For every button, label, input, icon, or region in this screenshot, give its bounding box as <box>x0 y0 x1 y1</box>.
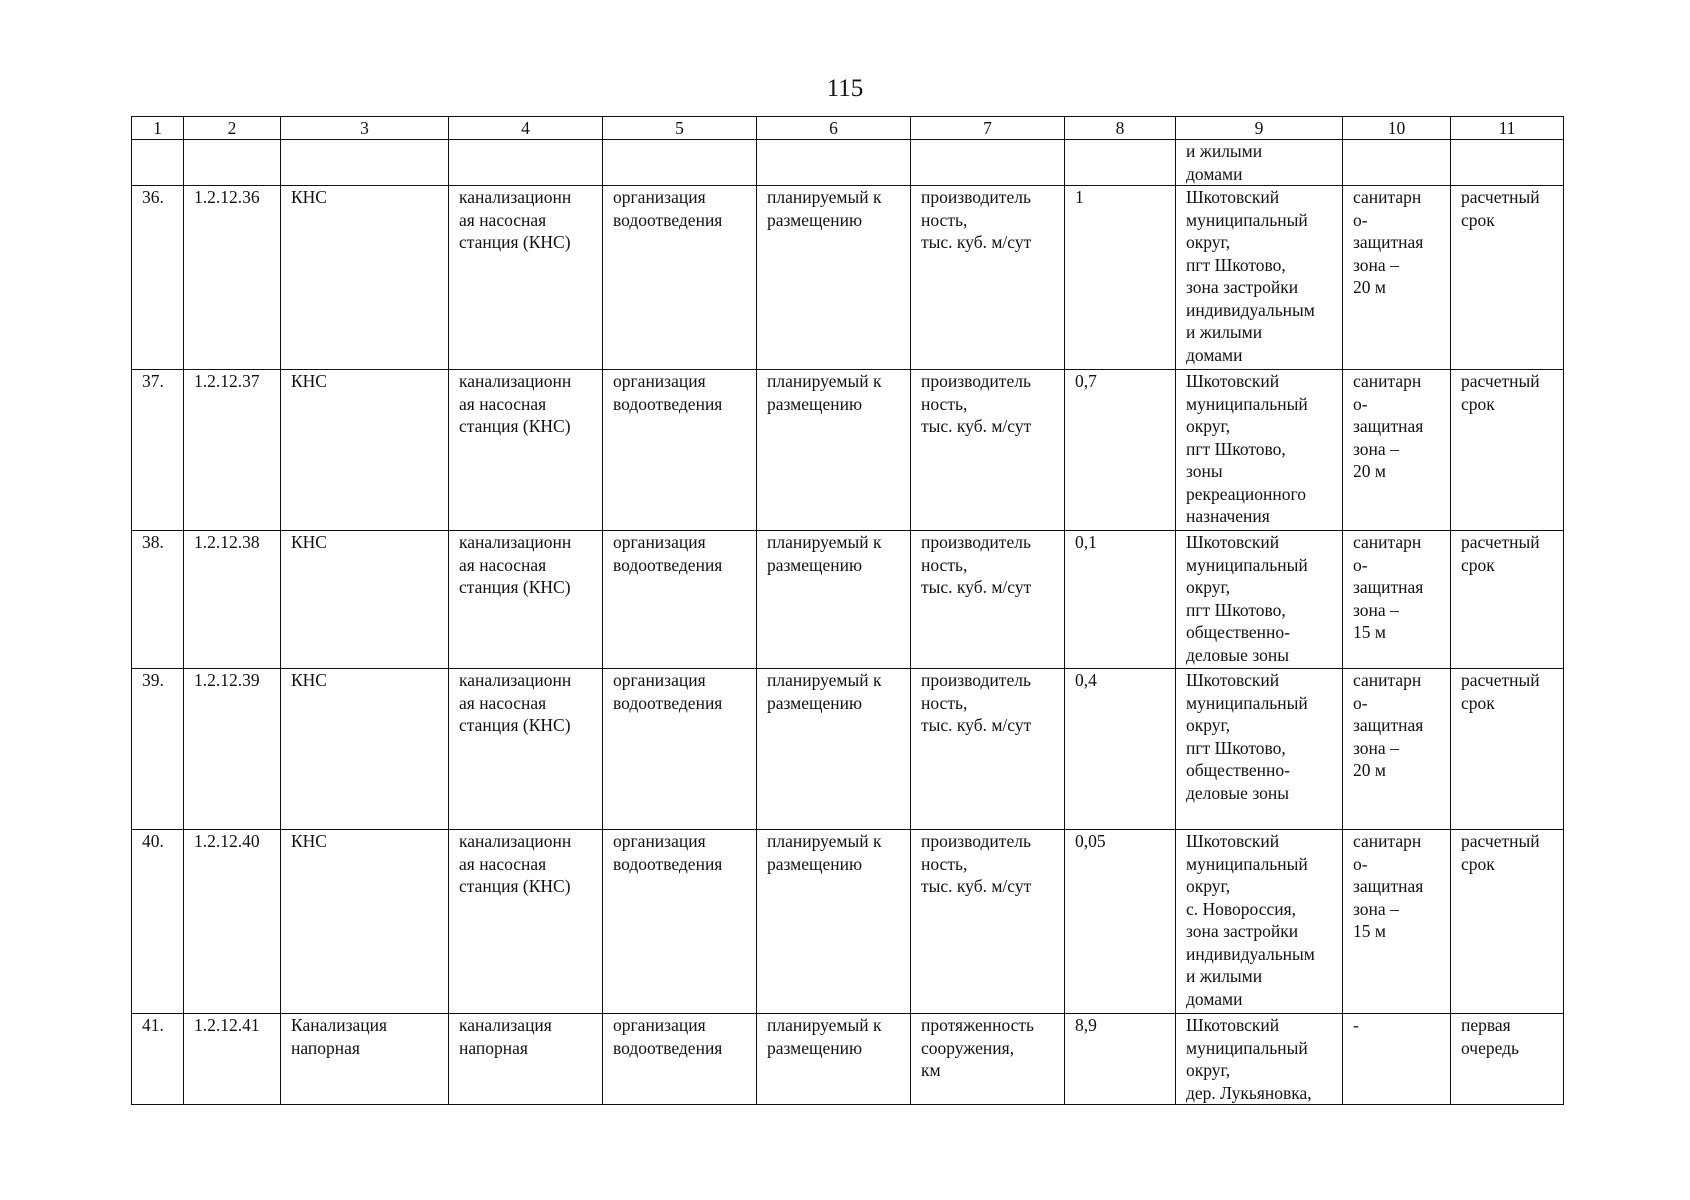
object-type: канализационн ая насосная станция (КНС) <box>449 370 603 531</box>
object-status: планируемый к размещению <box>757 1014 911 1105</box>
object-name: КНС <box>281 531 449 669</box>
location-cell: Шкотовский муниципальный округ, пгт Шкотово, общественно- деловые зоны <box>1176 531 1343 669</box>
column-number: 5 <box>603 117 757 140</box>
location-cell: Шкотовский муниципальный округ, пгт Шкотово, зоны рекреационного назначения <box>1176 370 1343 531</box>
location-cell: Шкотовский муниципальный округ, пгт Шкотово, общественно- деловые зоны <box>1176 669 1343 830</box>
object-code: 1.2.12.40 <box>184 830 281 1014</box>
location-cell: Шкотовский муниципальный округ, с. Новороссия, зона застройки индивидуальным и жилыми домами <box>1176 830 1343 1014</box>
location-cell: Шкотовский муниципальный округ, пгт Шкотово, зона застройки индивидуальным и жилыми домами <box>1176 186 1343 370</box>
characteristic-value: 1 <box>1065 186 1176 370</box>
column-number: 9 <box>1176 117 1343 140</box>
column-number: 8 <box>1065 117 1176 140</box>
term-cell: расчетный срок <box>1451 531 1564 669</box>
characteristic-name: производитель ность, тыс. куб. м/сут <box>911 531 1065 669</box>
row-number: 41. <box>132 1014 184 1105</box>
table-row <box>132 830 1564 1014</box>
object-purpose: организация водоотведения <box>603 370 757 531</box>
document-table <box>131 116 1564 1105</box>
zone-cell: - <box>1343 1014 1451 1105</box>
table-cell <box>1343 140 1451 186</box>
table-row-continuation <box>132 140 1564 186</box>
column-number: 6 <box>757 117 911 140</box>
term-cell: первая очередь <box>1451 1014 1564 1105</box>
column-number: 1 <box>132 117 184 140</box>
characteristic-name: производитель ность, тыс. куб. м/сут <box>911 370 1065 531</box>
zone-cell: санитарн о- защитная зона – 20 м <box>1343 669 1451 830</box>
object-type: канализационн ая насосная станция (КНС) <box>449 531 603 669</box>
table-row <box>132 669 1564 830</box>
column-number: 3 <box>281 117 449 140</box>
table-cell <box>603 140 757 186</box>
characteristic-name: протяженность сооружения, км <box>911 1014 1065 1105</box>
table-row <box>132 531 1564 669</box>
table-row <box>132 1014 1564 1105</box>
term-cell: расчетный срок <box>1451 186 1564 370</box>
object-purpose: организация водоотведения <box>603 1014 757 1105</box>
row-number: 39. <box>132 669 184 830</box>
location-cell: и жилыми домами <box>1176 140 1343 186</box>
object-status: планируемый к размещению <box>757 669 911 830</box>
column-number-row <box>132 117 1564 140</box>
object-code: 1.2.12.41 <box>184 1014 281 1105</box>
object-purpose: организация водоотведения <box>603 669 757 830</box>
term-cell: расчетный срок <box>1451 830 1564 1014</box>
table-row <box>132 186 1564 370</box>
object-code: 1.2.12.39 <box>184 669 281 830</box>
row-number: 38. <box>132 531 184 669</box>
object-status: планируемый к размещению <box>757 370 911 531</box>
location-cell: Шкотовский муниципальный округ, дер. Лукьяновка, <box>1176 1014 1343 1105</box>
zone-cell: санитарн о- защитная зона – 15 м <box>1343 830 1451 1014</box>
column-number: 4 <box>449 117 603 140</box>
page-number: 115 <box>826 75 864 102</box>
table-cell <box>132 140 184 186</box>
characteristic-value: 0,4 <box>1065 669 1176 830</box>
term-cell: расчетный срок <box>1451 370 1564 531</box>
column-number: 10 <box>1343 117 1451 140</box>
characteristic-value: 8,9 <box>1065 1014 1176 1105</box>
table-row <box>132 370 1564 531</box>
table-cell <box>281 140 449 186</box>
table-cell <box>1451 140 1564 186</box>
row-number: 37. <box>132 370 184 531</box>
object-code: 1.2.12.37 <box>184 370 281 531</box>
characteristic-name: производитель ность, тыс. куб. м/сут <box>911 830 1065 1014</box>
object-code: 1.2.12.38 <box>184 531 281 669</box>
object-name: КНС <box>281 186 449 370</box>
object-name: КНС <box>281 830 449 1014</box>
row-number: 36. <box>132 186 184 370</box>
object-purpose: организация водоотведения <box>603 531 757 669</box>
characteristic-name: производитель ность, тыс. куб. м/сут <box>911 186 1065 370</box>
column-number: 7 <box>911 117 1065 140</box>
zone-cell: санитарн о- защитная зона – 15 м <box>1343 531 1451 669</box>
object-purpose: организация водоотведения <box>603 830 757 1014</box>
row-number: 40. <box>132 830 184 1014</box>
object-status: планируемый к размещению <box>757 531 911 669</box>
object-purpose: организация водоотведения <box>603 186 757 370</box>
object-type: канализационн ая насосная станция (КНС) <box>449 830 603 1014</box>
table-cell <box>184 140 281 186</box>
table-cell <box>757 140 911 186</box>
object-name: КНС <box>281 669 449 830</box>
object-status: планируемый к размещению <box>757 830 911 1014</box>
object-code: 1.2.12.36 <box>184 186 281 370</box>
object-name: КНС <box>281 370 449 531</box>
object-status: планируемый к размещению <box>757 186 911 370</box>
characteristic-value: 0,7 <box>1065 370 1176 531</box>
table-cell <box>1065 140 1176 186</box>
column-number: 2 <box>184 117 281 140</box>
object-type: канализация напорная <box>449 1014 603 1105</box>
object-name: Канализация напорная <box>281 1014 449 1105</box>
object-type: канализационн ая насосная станция (КНС) <box>449 186 603 370</box>
characteristic-value: 0,05 <box>1065 830 1176 1014</box>
column-number: 11 <box>1451 117 1564 140</box>
zone-cell: санитарн о- защитная зона – 20 м <box>1343 370 1451 531</box>
characteristic-name: производитель ность, тыс. куб. м/сут <box>911 669 1065 830</box>
table-cell <box>449 140 603 186</box>
zone-cell: санитарн о- защитная зона – 20 м <box>1343 186 1451 370</box>
object-type: канализационн ая насосная станция (КНС) <box>449 669 603 830</box>
characteristic-value: 0,1 <box>1065 531 1176 669</box>
table-cell <box>911 140 1065 186</box>
term-cell: расчетный срок <box>1451 669 1564 830</box>
